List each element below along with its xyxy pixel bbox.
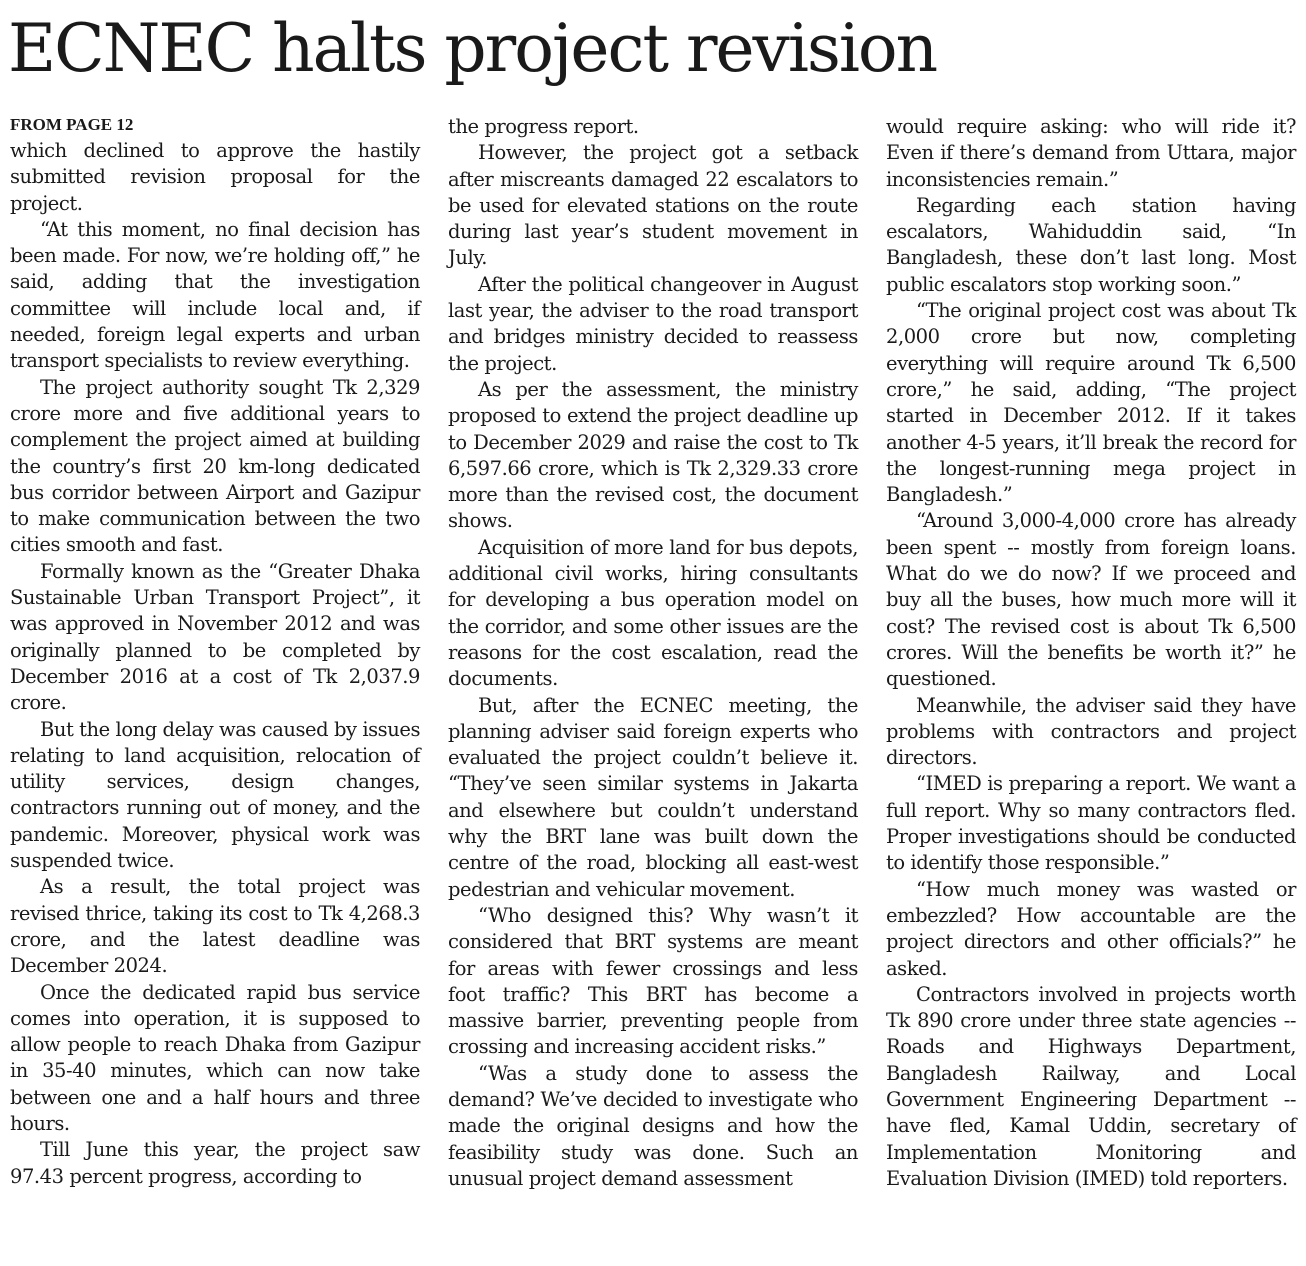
paragraph: “Who designed this? Why wasn’t it considered that BRT systems are meant for areas with fewer crossings and less foot traffic? This BRT has become a massive barrier, preventing people from crossing and increasing accident risks.” (448, 903, 858, 1059)
paragraph: The project authority sought Tk 2,329 crore more and five additional years to complement the project aimed at building the country’s first 20 km-long dedicated bus corridor between Airport and Gazipur to make communication between the two cities smooth and fast. (10, 375, 420, 557)
paragraph: the progress report. (448, 115, 639, 138)
continuation-label: FROM PAGE 12 (10, 115, 134, 134)
paragraph: Acquisition of more land for bus depots, additional civil works, hiring consultants for developing a bus operation model on the corridor, and some other issues are the reasons for the cost escalation, read the documents. (448, 535, 858, 691)
paragraph: As a result, the total project was revised thrice, taking its cost to Tk 4,268.3 crore, and the latest deadline was December 2024. (10, 875, 420, 978)
paragraph: As per the assessment, the ministry proposed to extend the project deadline up to December 2029 and raise the cost to Tk 6,597.66 crore, which is Tk 2,329.33 crore more than the revised cost, the document shows. (448, 377, 858, 533)
paragraph: Contractors involved in projects worth Tk 890 crore under three state agencies -- Roads and Highways Department, Bangladesh Railway, and Local Government Engineering Department -- have fled, Kamal Uddin, secretary of Implementation Monitoring and Evaluation Division (IMED) told reporters. (886, 982, 1296, 1190)
paragraph: “Around 3,000-4,000 crore has already been spent -- mostly from foreign loans. What do we do now? If we proceed and buy all the buses, how much more will it cost? The revised cost is about Tk 6,500 crores. Will the benefits be worth it?” he questioned. (886, 509, 1296, 691)
paragraph: Formally known as the “Greater Dhaka Sustainable Urban Transport Project”, it was approved in November 2012 and was originally planned to be completed by December 2016 at a cost of Tk 2,037.9 crore. (10, 559, 420, 715)
paragraph: would require asking: who will ride it? Even if there’s demand from Uttara, major inconsistencies remain.” (886, 115, 1296, 191)
paragraph: After the political changeover in August last year, the adviser to the road transport and bridges ministry decided to reassess the project. (448, 272, 858, 375)
paragraph: Till June this year, the project saw 97.43 percent progress, according to (10, 1138, 420, 1188)
paragraph: which declined to approve the hastily submitted revision proposal for the project. (10, 139, 420, 215)
paragraph: “How much money was wasted or embezzled? How accountable are the project directors and other officials?” he asked. (886, 877, 1296, 980)
paragraph: “IMED is preparing a report. We want a full report. Why so many contractors fled. Proper investigations should be conducted to identify those responsible.” (886, 772, 1296, 875)
paragraph: But the long delay was caused by issues relating to land acquisition, relocation of utility services, design changes, contractors running out of money, and the pandemic. Moreover, physical work was suspended twice. (10, 717, 420, 873)
paragraph: Meanwhile, the adviser said they have problems with contractors and project directors. (886, 693, 1296, 770)
headline: ECNEC halts project revision (8, 10, 937, 87)
paragraph: But, after the ECNEC meeting, the planning adviser said foreign experts who evaluated the project couldn’t believe it. “They’ve seen similar systems in Jakarta and elsewhere but couldn’t understand why the BRT lane was built down the centre of the road, blocking all east-west pedestrian and vehicular movement. (448, 693, 858, 901)
article-column-3 (886, 114, 1296, 1192)
paragraph: “The original project cost was about Tk 2,000 crore but now, completing everything will require around Tk 6,500 crore,” he said, adding, “The project started in December 2012. If it takes another 4-5 years, it’ll break the record for the longest-running mega project in Bangladesh.” (886, 299, 1296, 507)
paragraph: However, the project got a setback after miscreants damaged 22 escalators to be used for elevated stations on the route during last year’s student movement in July. (448, 141, 858, 270)
article-column-1 (10, 114, 420, 1190)
paragraph: Once the dedicated rapid bus service comes into operation, it is supposed to allow people to reach Dhaka from Gazipur in 35-40 minutes, which can now take between one and a half hours and three hours. (10, 980, 420, 1135)
paragraph: Regarding each station having escalators, Wahiduddin said, “In Bangladesh, these don’t last long. Most public escalators stop working soon.” (886, 193, 1296, 296)
paragraph: “Was a study done to assess the demand? We’ve decided to investigate who made the original designs and how the feasibility study was done. Such an unusual project demand assessment (448, 1061, 858, 1190)
article-column-2 (448, 114, 858, 1192)
paragraph: “At this moment, no final decision has been made. For now, we’re holding off,” he said, adding that the investigation committee will include local and, if needed, foreign legal experts and urban transport specialists to review everything. (10, 217, 420, 373)
